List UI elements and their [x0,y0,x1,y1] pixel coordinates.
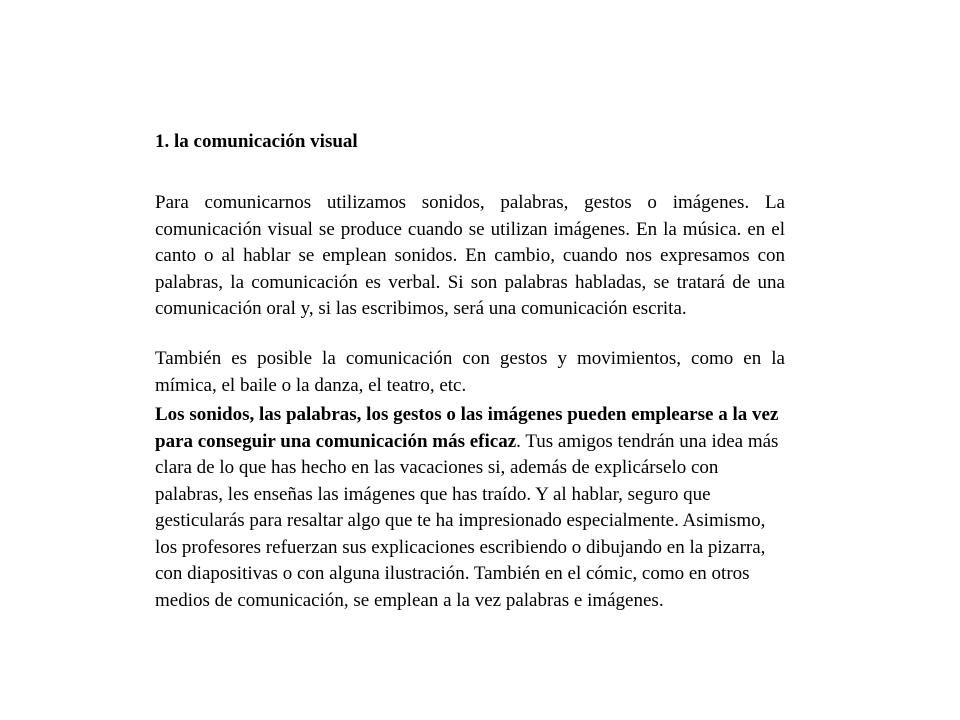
paragraph-3-bold-text: Los sonidos, las palabras, los gestos o las imágenes pueden emplearse a la vez para conseguir una comunicación más eficaz [155,404,779,452]
paragraph-1 [155,190,785,323]
paragraph-1-text: Para comunicarnos utilizamos sonidos, palabras, gestos o imágenes. La comunicación visual se produce cuando se utilizan imágenes. En la música. en el canto o al hablar se emplean sonidos. En cambio, cuando nos expresamos con palabras, la comunicación es verbal. Si son palabras habladas, se tratará de una comunicación oral y, si las escribimos, será una comunicación escrita. [155,192,785,319]
section-heading: 1. la comunicación visual [155,131,358,152]
paragraph-3 [155,402,785,614]
paragraph-2 [155,346,785,399]
paragraph-2-text: También es posible la comunicación con gestos y movimientos, como en la mímica, el baile o la danza, el teatro, etc. [155,348,785,396]
paragraph-3-text: . Tus amigos tendrán una idea más clara de lo que has hecho en las vacaciones si, además de explicárselo con palabras, les enseñas las imágenes que has traído. Y al hablar, seguro que gesticularás para resaltar algo que te ha impresionado especialmente. Asimismo, los profesores refuerzan sus explicaciones escribiendo o dibujando en la pizarra, con diapositivas o con alguna ilustración. También en el cómic, como en otros medios de comunicación, se emplean a la vez palabras e imágenes. [155,430,779,611]
